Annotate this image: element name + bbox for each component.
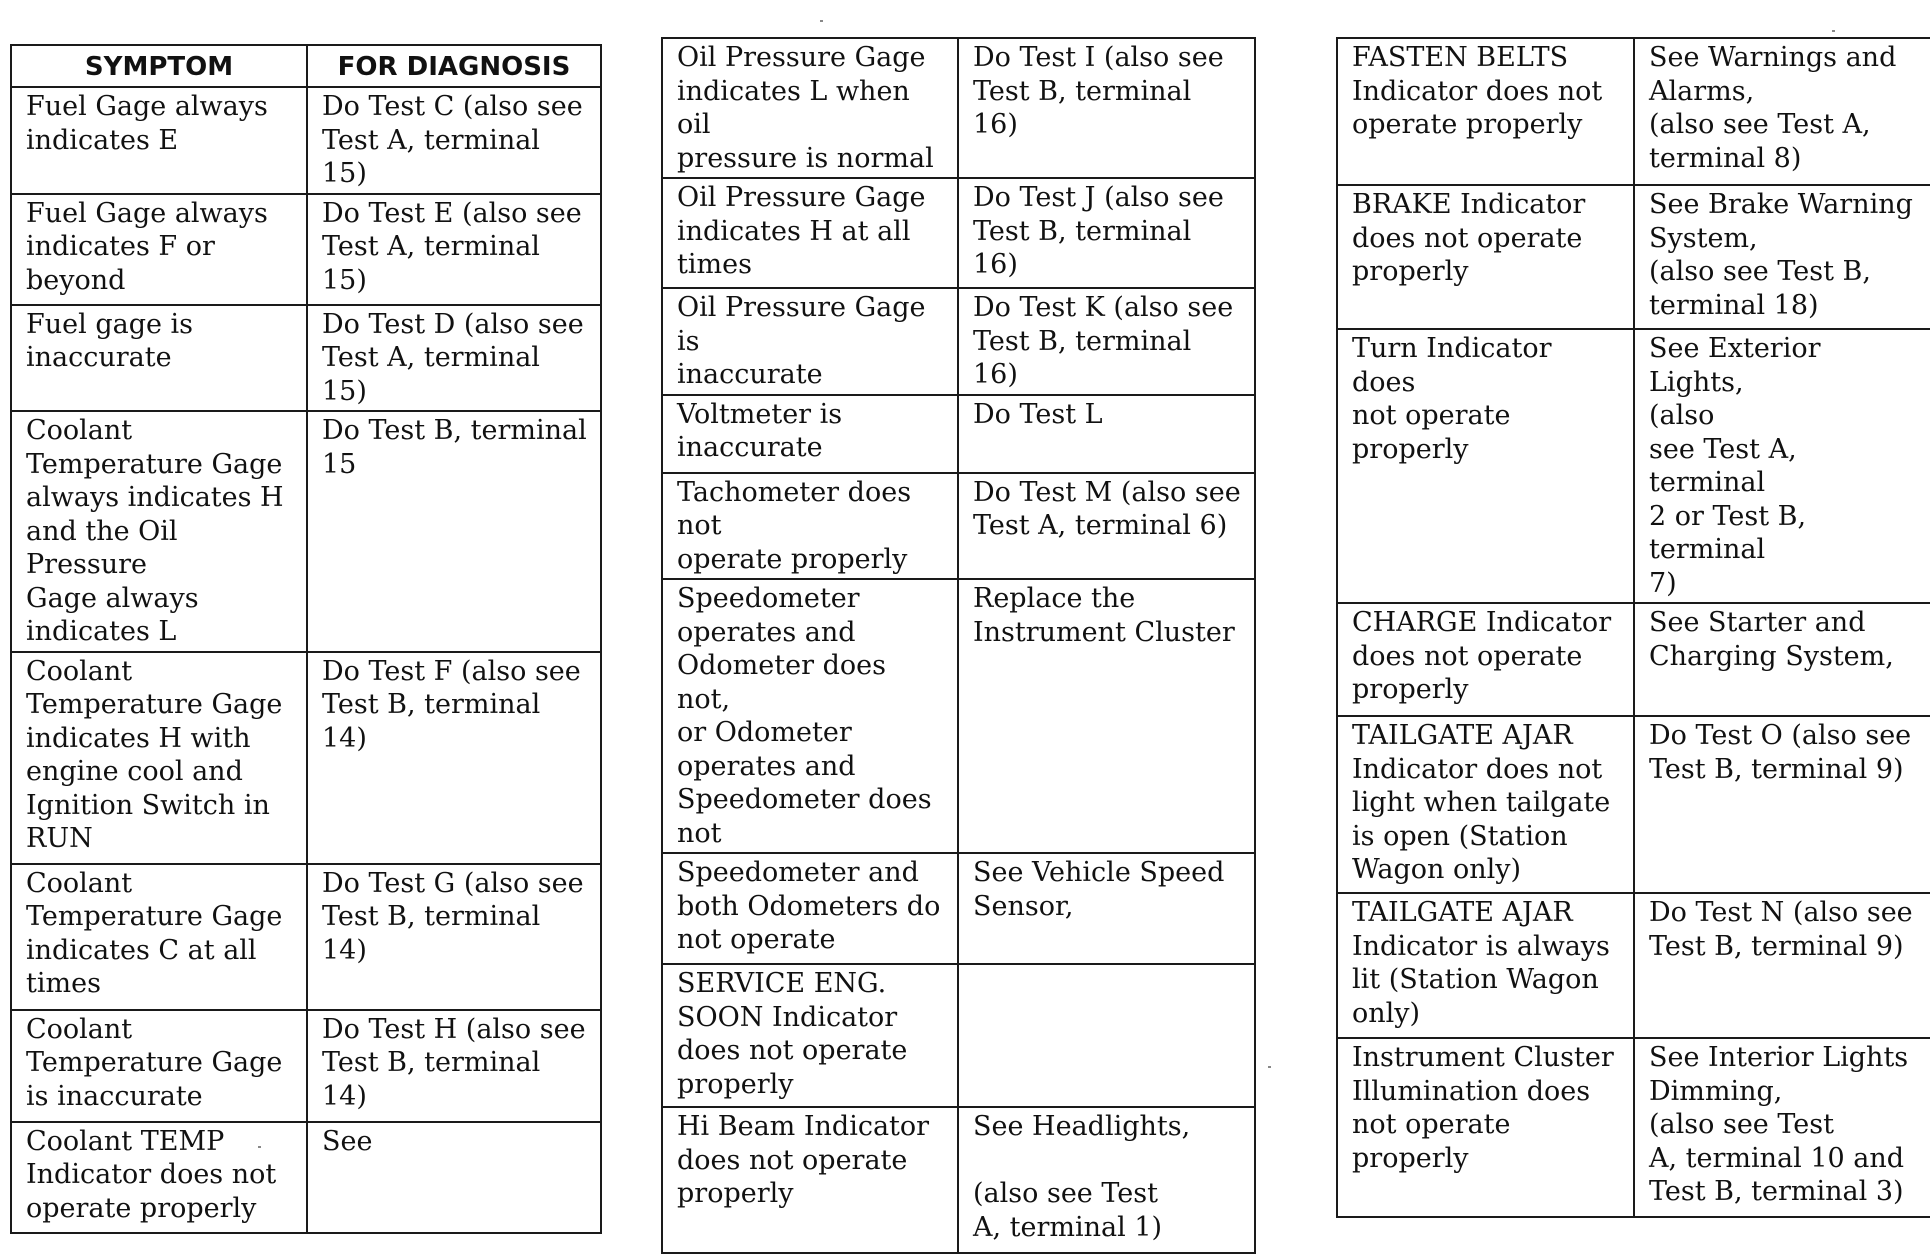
diagnosis-cell: Do Test F (also see Test B, terminal 14) <box>307 652 601 864</box>
diagnosis-cell: See Vehicle Speed Sensor, <box>958 853 1255 964</box>
diagnosis-cell: Do Test N (also see Test B, terminal 9) <box>1634 893 1930 1038</box>
symptom-header: SYMPTOM <box>11 45 307 87</box>
diagnosis-cell: Do Test L <box>958 395 1255 473</box>
table-row <box>662 964 1255 1107</box>
table-row <box>662 288 1255 395</box>
diagnosis-cell: Do Test J (also see Test B, terminal 16) <box>958 178 1255 288</box>
diagnosis-cell: See Warnings and Alarms, (also see Test A, terminal 8) <box>1634 38 1930 185</box>
diagnosis-cell: Do Test K (also see Test B, terminal 16) <box>958 288 1255 395</box>
table-row <box>662 178 1255 288</box>
diagnosis-cell: Do Test O (also see Test B, terminal 9) <box>1634 716 1930 893</box>
table-row <box>11 87 601 194</box>
diagnosis-cell: Do Test H (also see Test B, terminal 14) <box>307 1010 601 1122</box>
diagnosis-cell: Do Test M (also see Test A, terminal 6) <box>958 473 1255 580</box>
symptom-cell: TAILGATE AJAR Indicator is always lit (Station Wagon only) <box>1337 893 1634 1038</box>
scan-speck <box>258 1146 261 1148</box>
diagnosis-table-middle <box>661 37 1256 1254</box>
symptom-cell: Fuel Gage always indicates E <box>11 87 307 194</box>
diagnosis-cell: Do Test D (also see Test A, terminal 15) <box>307 305 601 412</box>
symptom-cell: Oil Pressure Gage indicates L when oil pressure is normal <box>662 38 958 178</box>
table-row <box>1337 38 1930 185</box>
table-row <box>662 38 1255 178</box>
table-header-row <box>11 45 601 87</box>
symptom-cell: Coolant Temperature Gage indicates H with engine cool and Ignition Switch in RUN <box>11 652 307 864</box>
diagnosis-cell: See Exterior Lights, (also see Test A, terminal 2 or Test B, terminal 7) <box>1634 329 1930 603</box>
symptom-cell: Speedometer operates and Odometer does not, or Odometer operates and Speedometer does not <box>662 579 958 853</box>
symptom-cell: Coolant TEMP Indicator does not operate properly <box>11 1122 307 1233</box>
table-row <box>11 864 601 1010</box>
symptom-cell: FASTEN BELTS Indicator does not operate properly <box>1337 38 1634 185</box>
diagnosis-cell: See <box>307 1122 601 1233</box>
symptom-cell: CHARGE Indicator does not operate properly <box>1337 603 1634 716</box>
table-row <box>662 853 1255 964</box>
table-row <box>662 473 1255 580</box>
scan-speck <box>820 20 823 22</box>
table-row <box>11 1010 601 1122</box>
diagnosis-cell: Replace the Instrument Cluster <box>958 579 1255 853</box>
diagnosis-header: FOR DIAGNOSIS <box>307 45 601 87</box>
symptom-cell: Voltmeter is inaccurate <box>662 395 958 473</box>
symptom-cell: Tachometer does not operate properly <box>662 473 958 580</box>
symptom-cell: Coolant Temperature Gage indicates C at all times <box>11 864 307 1010</box>
diagnosis-cell: See Headlights, (also see Test A, terminal 1) <box>958 1107 1255 1253</box>
scan-speck <box>1268 1066 1271 1068</box>
table-row <box>662 395 1255 473</box>
diagnosis-cell: See Brake Warning System, (also see Test B, terminal 18) <box>1634 185 1930 329</box>
symptom-cell: Fuel gage is inaccurate <box>11 305 307 412</box>
diagnosis-table-left <box>10 44 602 1234</box>
symptom-cell: Turn Indicator does not operate properly <box>1337 329 1634 603</box>
symptom-cell: Oil Pressure Gage is inaccurate <box>662 288 958 395</box>
table-row <box>11 305 601 412</box>
symptom-cell: Hi Beam Indicator does not operate properly <box>662 1107 958 1253</box>
diagnosis-cell: Do Test G (also see Test B, terminal 14) <box>307 864 601 1010</box>
table-row <box>662 579 1255 853</box>
table-row <box>1337 893 1930 1038</box>
diagnosis-table-right <box>1336 37 1930 1218</box>
scan-speck <box>1832 30 1835 32</box>
symptom-cell: Speedometer and both Odometers do not operate <box>662 853 958 964</box>
diagnosis-cell: Do Test C (also see Test A, terminal 15) <box>307 87 601 194</box>
table-row <box>1337 1038 1930 1217</box>
table-row <box>1337 603 1930 716</box>
diagnosis-cell: See Interior Lights Dimming, (also see Test A, terminal 10 and Test B, terminal 3) <box>1634 1038 1930 1217</box>
diagnosis-cell: Do Test E (also see Test A, terminal 15) <box>307 194 601 305</box>
symptom-cell: Oil Pressure Gage indicates H at all times <box>662 178 958 288</box>
symptom-cell: TAILGATE AJAR Indicator does not light when tailgate is open (Station Wagon only) <box>1337 716 1634 893</box>
diagnosis-cell <box>958 964 1255 1107</box>
diagnosis-cell: Do Test I (also see Test B, terminal 16) <box>958 38 1255 178</box>
table-row <box>11 194 601 305</box>
symptom-cell: SERVICE ENG. SOON Indicator does not operate properly <box>662 964 958 1107</box>
diagnosis-cell: Do Test B, terminal 15 <box>307 411 601 652</box>
table-row <box>11 1122 601 1233</box>
symptom-cell: Coolant Temperature Gage is inaccurate <box>11 1010 307 1122</box>
table-row <box>11 652 601 864</box>
table-row <box>1337 185 1930 329</box>
table-row <box>1337 329 1930 603</box>
symptom-cell: Fuel Gage always indicates F or beyond <box>11 194 307 305</box>
symptom-cell: Coolant Temperature Gage always indicates H and the Oil Pressure Gage always indicates L <box>11 411 307 652</box>
diagnosis-cell: See Starter and Charging System, <box>1634 603 1930 716</box>
symptom-cell: BRAKE Indicator does not operate properly <box>1337 185 1634 329</box>
symptom-cell: Instrument Cluster Illumination does not operate properly <box>1337 1038 1634 1217</box>
table-row <box>662 1107 1255 1253</box>
table-row <box>11 411 601 652</box>
table-row <box>1337 716 1930 893</box>
